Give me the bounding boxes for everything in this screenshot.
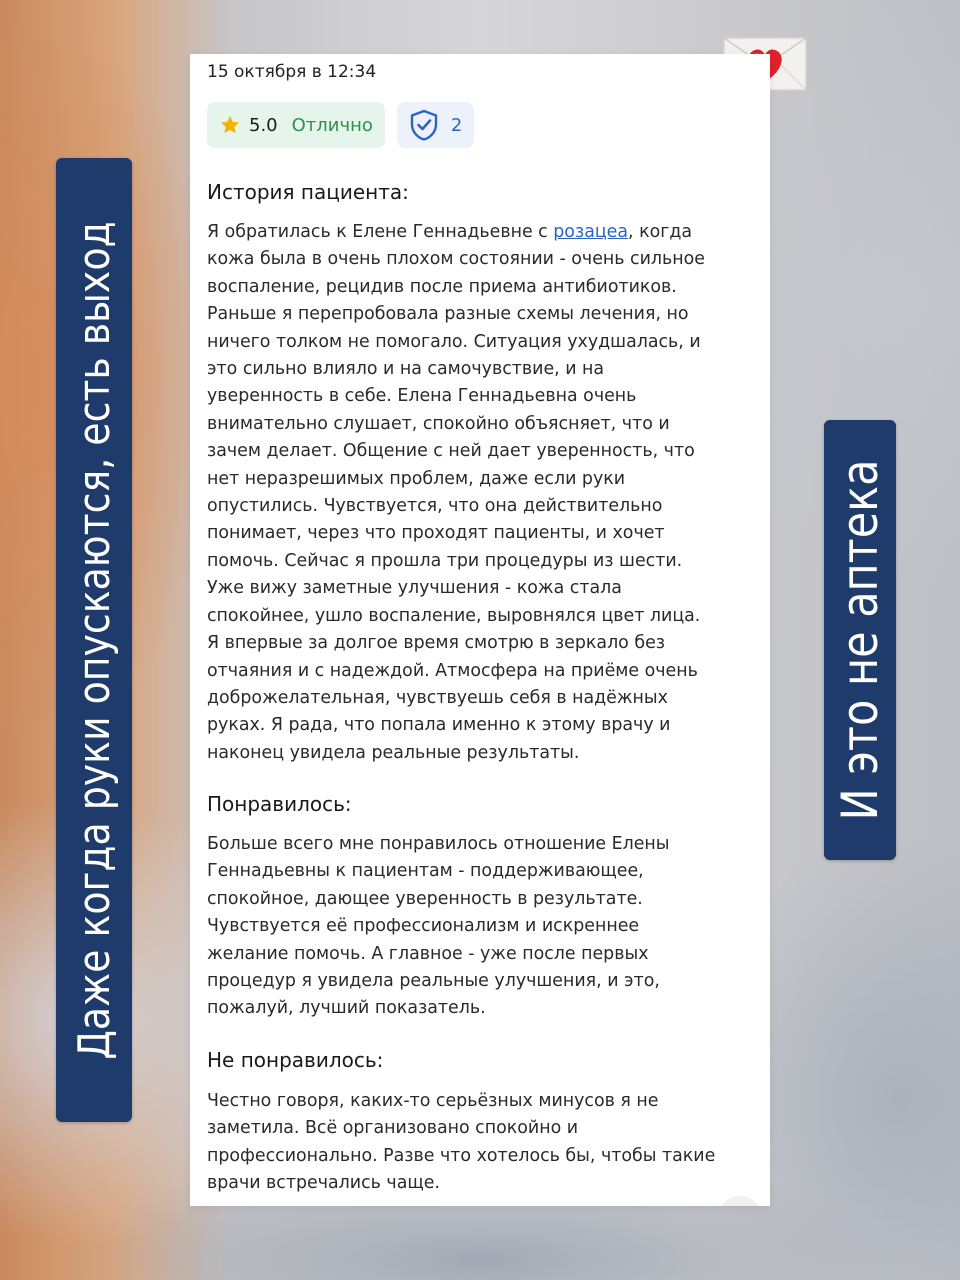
star-icon — [219, 114, 241, 136]
rosacea-link[interactable]: розацеа — [553, 222, 629, 242]
text-line: отчаяния и с надеждой. Атмосфера на приёме очень — [207, 660, 698, 681]
review-date: 15 октября в 12:34 — [207, 62, 377, 82]
text-line: нет неразрешимых проблем, даже если руки — [207, 468, 626, 489]
text-line: врачи встречались чаще. — [207, 1173, 440, 1194]
left-caption-banner — [56, 158, 132, 1122]
text-line: Я обратилась к Елене Геннадьевне с розацеа, когда — [207, 222, 693, 242]
patient-story-title: История пациента: — [207, 180, 409, 204]
disliked-text — [207, 1088, 759, 1198]
text-line: опустились. Чувствуется, что она действительно — [207, 496, 663, 517]
right-caption-text: И это не аптека — [831, 459, 890, 821]
text-line: понимает, через что проходят пациенты, и хочет — [207, 523, 665, 544]
text-line: доброжелательная, чувствуешь себя в надёжных — [207, 687, 668, 708]
right-caption-banner — [824, 420, 896, 860]
review-card — [190, 54, 770, 1206]
patient-story-text — [207, 219, 759, 767]
text-line: Честно говоря, каких-то серьёзных минусов я не — [207, 1091, 659, 1111]
text-line: Геннадьевны к пациентам - поддерживающее, — [207, 861, 644, 882]
text-line: кожа была в очень плохом состоянии - очень сильное — [207, 249, 705, 270]
text-line: это сильно влияло и на самочувствие, и на — [207, 359, 605, 380]
text-line: спокойнее, ушло воспаление, выровнялся цвет лица. — [207, 605, 701, 626]
left-caption-text: Даже когда руки опускаются, есть выход — [68, 220, 120, 1060]
text-line: уверенность в себе. Елена Геннадьевна очень — [207, 386, 637, 407]
rating-label: Отлично — [291, 114, 373, 136]
text-line: Уже вижу заметные улучшения - кожа стала — [207, 578, 622, 599]
shield-check-icon — [409, 109, 439, 141]
text-line: ничего толком не помогало. Ситуация ухудшалась, и — [207, 331, 701, 352]
text-line: пожалуй, лучший показатель. — [207, 998, 486, 1019]
text-line: внимательно слушает, спокойно объясняет, что и — [207, 413, 670, 434]
text-line: руках. Я рада, что попала именно к этому врачу и — [207, 715, 671, 736]
text-line: зачем делает. Общение с ней дает уверенность, что — [207, 441, 695, 462]
text-line: заметила. Всё организовано спокойно и — [207, 1118, 579, 1139]
text-line: воспаление, рецидив после приема антибиотиков. — [207, 276, 677, 297]
text-line: наконец увидела реальные результаты. — [207, 742, 580, 763]
text-line: Я впервые за долгое время смотрю в зеркало без — [207, 633, 666, 654]
verified-count: 2 — [450, 114, 463, 136]
review-badges — [207, 102, 474, 148]
disliked-title: Не понравилось: — [207, 1048, 384, 1072]
text-line: помочь. Сейчас я прошла три процедуры из шести. — [207, 550, 683, 571]
text-line: спокойное, дающее уверенность в результате. — [207, 888, 643, 909]
text-line: желание помочь. А главное - уже после первых — [207, 943, 649, 964]
liked-text — [207, 831, 759, 1023]
text-line: процедур я увидела реальные улучшения, и это, — [207, 971, 660, 992]
text-line: Раньше я перепробовала разные схемы лечения, но — [207, 304, 689, 325]
text-line: Больше всего мне понравилось отношение Елены — [207, 834, 670, 854]
text-line: Чувствуется её профессионализм и искреннее — [207, 916, 640, 937]
liked-title: Понравилось: — [207, 792, 352, 816]
verified-badge[interactable] — [397, 102, 474, 148]
text-line: профессионально. Разве что хотелось бы, чтобы такие — [207, 1145, 716, 1166]
rating-value: 5.0 — [249, 114, 278, 136]
rating-badge[interactable] — [207, 102, 385, 148]
